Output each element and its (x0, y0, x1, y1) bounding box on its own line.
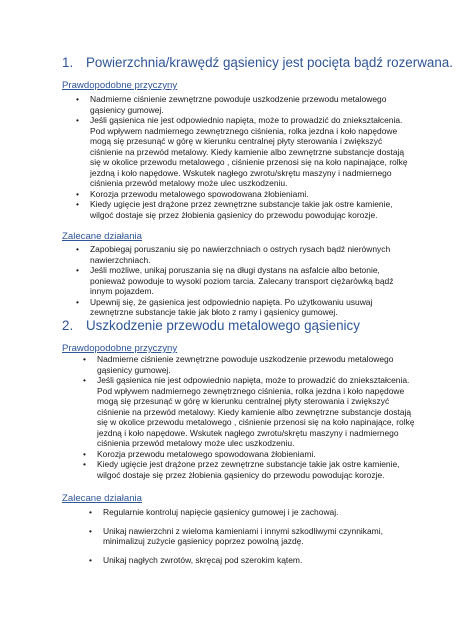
section-1-heading (62, 55, 453, 70)
list-item: • Unikaj nagłych zwrotów, skręcaj pod szerokim kątem. (89, 554, 303, 565)
list-item: • Korozja przewodu metalowego spowodowana żłobieniami. (83, 448, 316, 459)
bullet: • (76, 94, 79, 104)
section-2-causes-list (83, 354, 415, 481)
bullet: • (89, 507, 92, 517)
bullet: • (76, 188, 79, 199)
list-item: • Korozja przewodu metalowego spowodowana żłobieniami. (76, 188, 309, 199)
list-item: • Kiedy ugięcie jest drążone przez zewnętrzne substancje takie jak ostre kamienie, wilgoć dostaje się przez żłobienia gąsienicy do przewodu powodując korozje. (76, 199, 393, 221)
section-2-title: Uszkodzenie przewodu metalowego gąsienicy (86, 318, 360, 333)
bullet: • (83, 375, 86, 386)
bullet: • (83, 448, 86, 459)
section-2-actions-list (89, 507, 409, 573)
section-2-number: 2. (62, 318, 74, 333)
list-item: • Jeśli gąsienica nie jest odpowiednio napięta, może to prowadzić do zniekształcenia. Pod wpływem nadmiernego zewnętrznego ciśnienia, rolka jezdna i koło napędowe mogą się przesunąć w górę w kierunku centralnej płyty sterowania i zwiększyć ciśnienie na przewód metalowy. Kiedy kamienie albo zewnętrzne substancje dostają się w okolice przewodu metalowego , ciśnienie przenosi się na koło napinające, rolkę jezdną i koło napędowe. Wskutek nagłego zwrotu/skrętu maszyny i nadmiernego ciśnienia przewód metalowy może ulec uszkodzeniu. (83, 375, 415, 449)
bullet: • (83, 459, 86, 470)
list-item: • Regularnie kontroluj napięcie gąsienicy gumowej i je zachowaj. (89, 507, 339, 517)
bullet: • (76, 296, 79, 307)
section-2-causes-heading: Prawdopodobne przyczyny (62, 343, 178, 354)
section-1-actions-list (76, 244, 416, 318)
section-1-title: Powierzchnia/krawędź gąsienicy jest pocięta bądź rozerwana. (86, 55, 453, 70)
section-1-number: 1. (62, 55, 74, 70)
bullet: • (76, 115, 79, 126)
bullet: • (83, 354, 86, 364)
section-1-causes-list (76, 94, 416, 221)
section-1-causes-heading: Prawdopodobne przyczyny (62, 80, 178, 91)
list-item: • Zapobiegaj poruszaniu się po nawierzchniach o ostrych rysach bądź nierównych nawierzchniach. (76, 244, 391, 265)
section-1-actions-heading: Zalecane działania (62, 231, 143, 242)
list-item: • Jeśli możliwe, unikaj poruszania się na długi dystans na asfalcie albo betonie, ponieważ powoduje to wysoki poziom tarcia. Zalecany transport ciężarówką bądź innym pojazdem. (76, 265, 394, 297)
bullet: • (76, 244, 79, 254)
bullet: • (76, 199, 79, 210)
list-item: • Nadmierne ciśnienie zewnętrzne powoduje uszkodzenie przewodu metalowego gąsienicy gumowej. (76, 94, 387, 115)
list-item: • Upewnij się, że gąsienica jest odpowiednio napięta. Po użytkowaniu usuwaj zewnętrzne substancje takie jak błoto z ramy i gąsienicy gumowej. (76, 296, 373, 318)
list-item: • Unikaj nawierzchni z wieloma kamieniami i innymi szkodliwymi czynnikami, minimalizuj zużycie gąsienicy poprzez powolną jazdę. (89, 525, 383, 547)
section-2-actions-heading: Zalecane działania (62, 493, 143, 504)
list-item: • Jeśli gąsienica nie jest odpowiednio napięta, może to prowadzić do zniekształcenia. Pod wpływem nadmiernego zewnętrznego ciśnienia, rolka jezdna i koło napędowe mogą się przesunąć w górę w kierunku centralnej płyty sterowania i zwiększyć ciśnienie na przewód metalowy. Kiedy kamienie albo zewnętrzne substancje dostają się w okolice przewodu metalowego , ciśnienie przenosi się na koło napinające, rolkę jezdną i koło napędowe. Wskutek nagłego zwrotu/skrętu maszyny i nadmiernego ciśnienia przewód metalowy może ulec uszkodzeniu. (76, 115, 408, 189)
bullet: • (89, 525, 92, 536)
section-2-heading (62, 318, 360, 333)
bullet: • (76, 265, 79, 276)
list-item: • Nadmierne ciśnienie zewnętrzne powoduje uszkodzenie przewodu metalowego gąsienicy gumowej. (83, 354, 394, 375)
bullet: • (89, 554, 92, 565)
list-item: • Kiedy ugięcie jest drążone przez zewnętrzne substancje takie jak ostre kamienie, wilgoć dostaje się przez żłobienia gąsienicy do przewodu powodując korozje. (83, 459, 400, 481)
